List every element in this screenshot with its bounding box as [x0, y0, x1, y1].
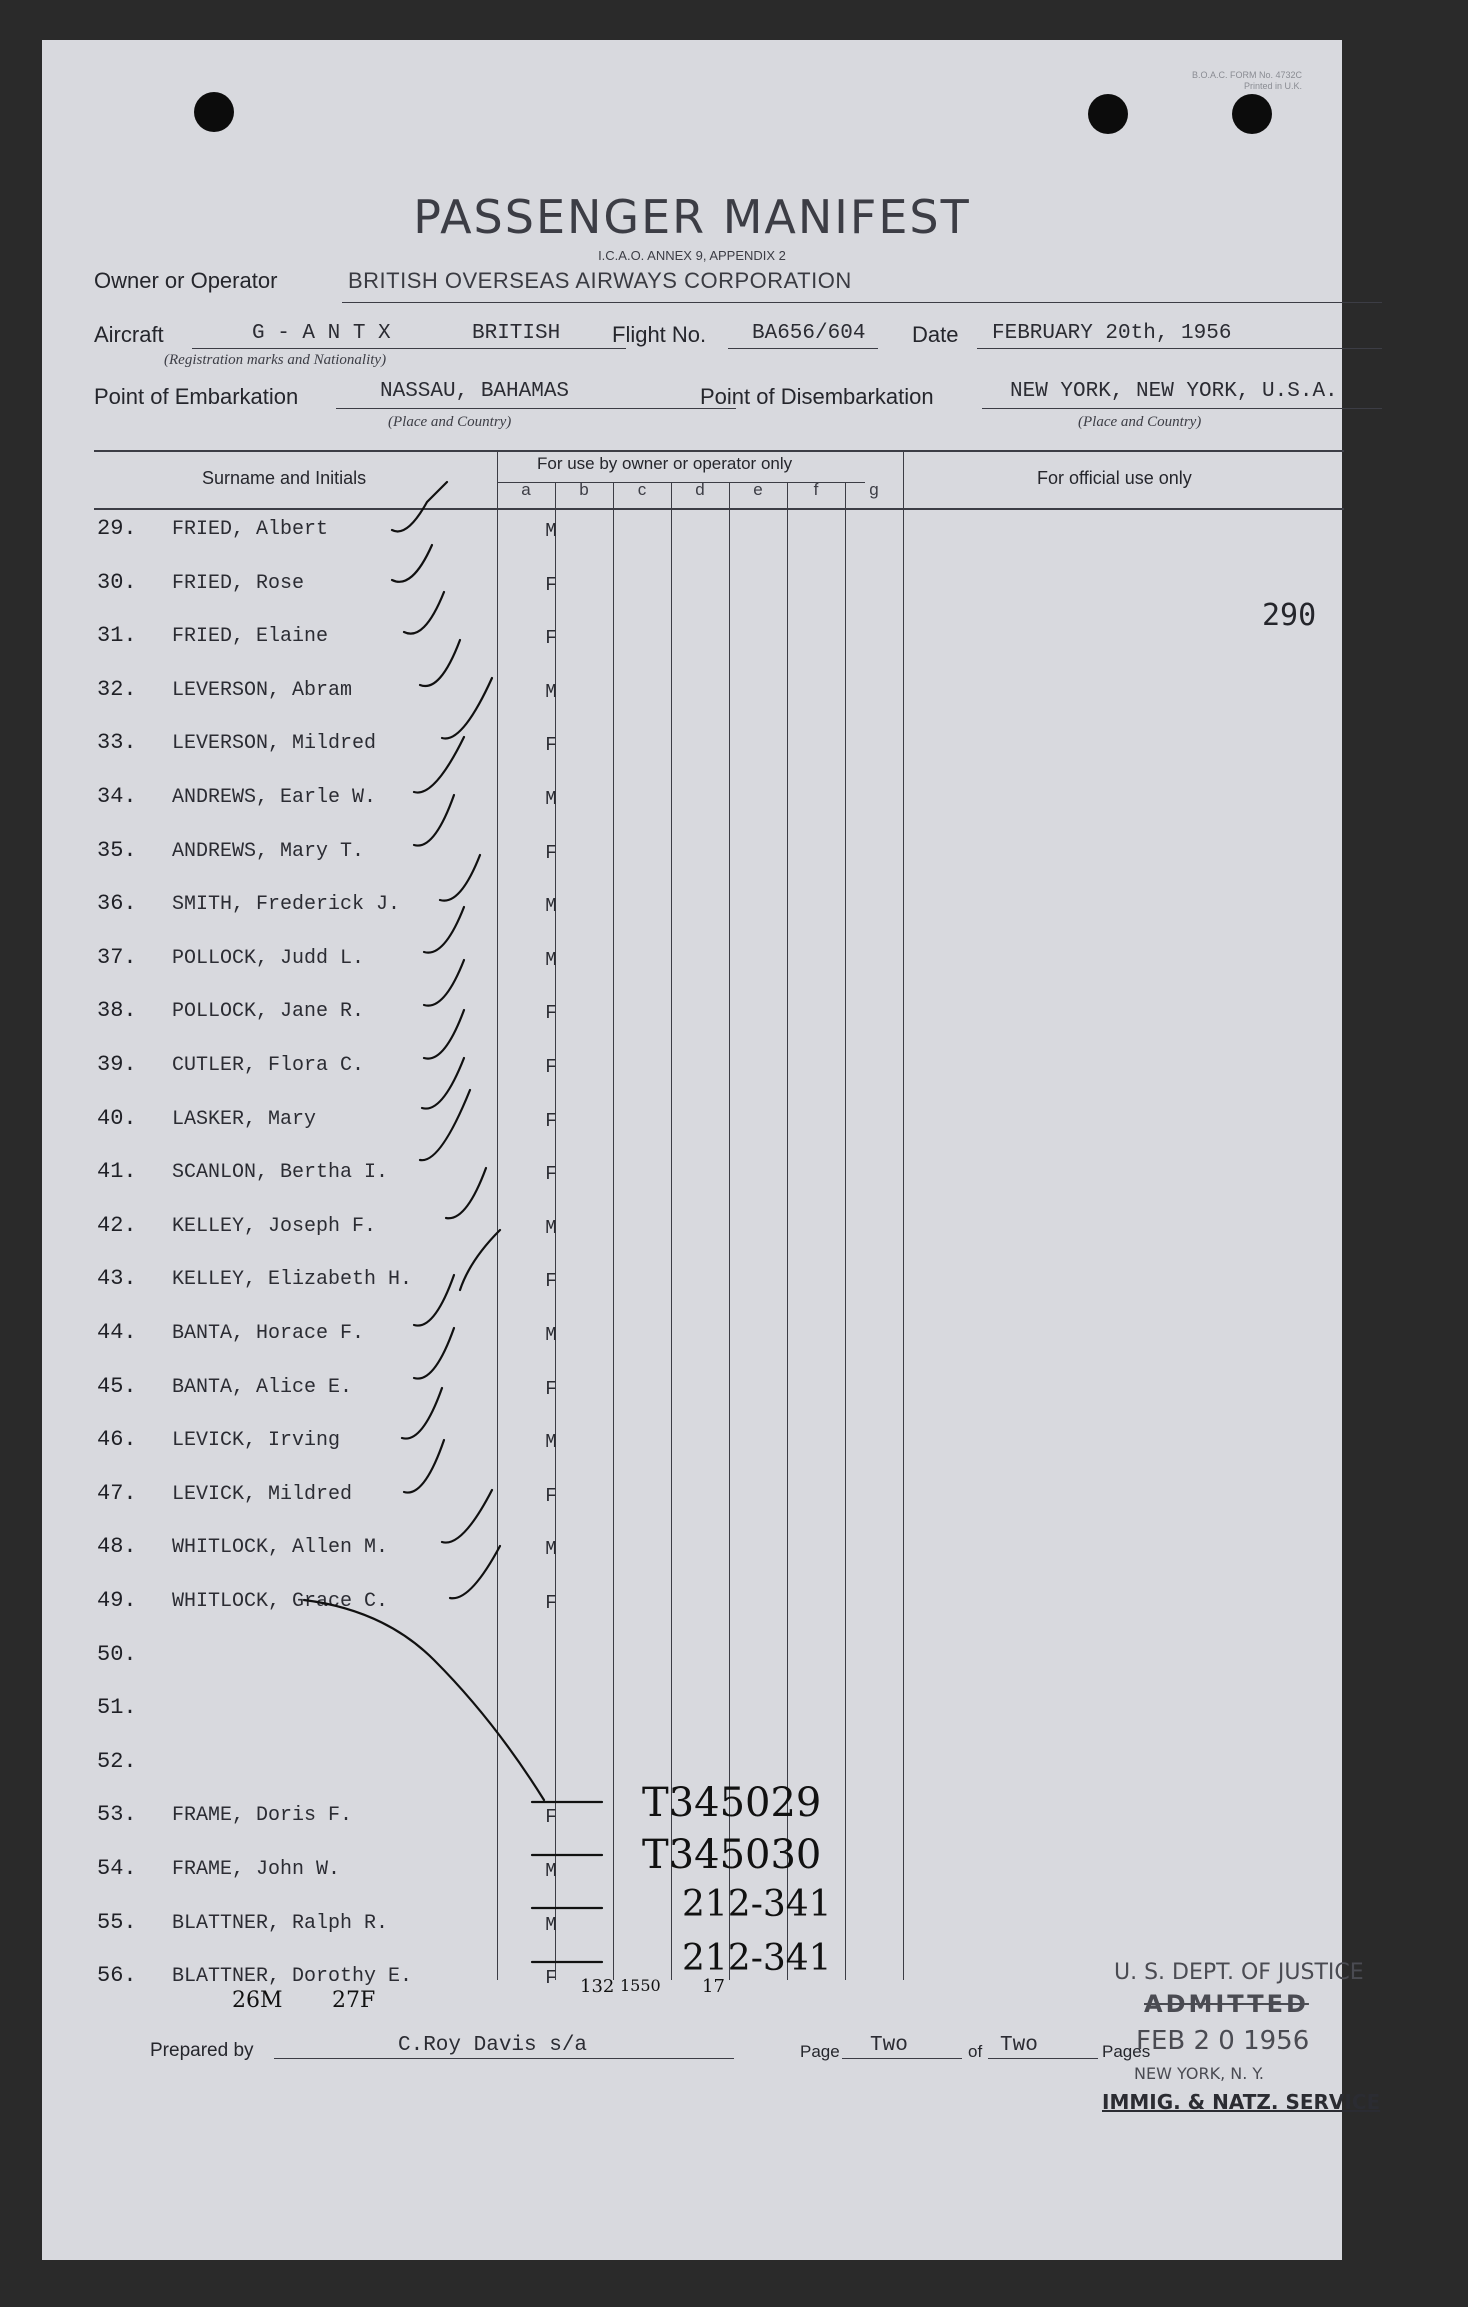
- tick-42: [446, 1168, 486, 1218]
- passenger-name: LEVICK, Mildred: [172, 1483, 353, 1506]
- passenger-sex: M: [545, 895, 557, 917]
- embark-label: Point of Embarkation: [94, 384, 299, 409]
- page-value: Two: [870, 2034, 908, 2057]
- passenger-name: SMITH, Frederick J.: [172, 893, 401, 916]
- passenger-sex: F: [545, 1592, 557, 1614]
- passenger-name: BANTA, Horace F.: [172, 1322, 365, 1345]
- row-number: 50.: [97, 1642, 137, 1667]
- handwritten-55: 212-341: [682, 1884, 832, 1925]
- surname-header: Surname and Initials: [202, 468, 367, 488]
- disembark-note: (Place and Country): [1078, 414, 1202, 430]
- row-number: 32.: [97, 677, 137, 702]
- passenger-sex: F: [545, 1002, 557, 1024]
- passenger-sex: F: [545, 1056, 557, 1078]
- passenger-name: BLATTNER, Dorothy E.: [172, 1965, 413, 1988]
- page-underline: [842, 2058, 962, 2059]
- row-number: 51.: [97, 1695, 137, 1720]
- passenger-sex: F: [545, 734, 557, 756]
- passenger-name: KELLEY, Elizabeth H.: [172, 1268, 413, 1291]
- row-number: 36.: [97, 891, 137, 916]
- row-number: 33.: [97, 730, 137, 755]
- official-number: 290: [1262, 598, 1317, 633]
- form-number-text: B.O.A.C. FORM No. 4732C: [1191, 70, 1302, 80]
- page-label: Page: [800, 2042, 840, 2061]
- passenger-sex: F: [545, 1378, 557, 1400]
- passenger-sex: M: [545, 1431, 557, 1453]
- printed-in-text: Printed in U.K.: [1243, 81, 1302, 91]
- passenger-name: KELLEY, Joseph F.: [172, 1215, 377, 1238]
- passenger-sex: M: [545, 1324, 557, 1346]
- col-letter-b: b: [579, 480, 589, 499]
- embark-value: NASSAU, BAHAMAS: [380, 380, 570, 403]
- tick-46: [402, 1388, 442, 1439]
- passenger-sex: F: [545, 627, 557, 649]
- owner-value: BRITISH OVERSEAS AIRWAYS CORPORATION: [348, 268, 852, 293]
- row-number: 56.: [97, 1963, 137, 1988]
- row-number: 42.: [97, 1213, 137, 1238]
- handwritten-54: T345030: [642, 1832, 822, 1878]
- passenger-name: ANDREWS, Mary T.: [172, 840, 365, 863]
- handwritten-53: T345029: [642, 1780, 822, 1826]
- tick-48: [442, 1490, 492, 1543]
- passenger-sex: M: [545, 1914, 557, 1936]
- pages-label: Pages: [1102, 2042, 1151, 2061]
- row-number: 34.: [97, 784, 137, 809]
- passenger-sex: M: [545, 1538, 557, 1560]
- page-subtitle: I.C.A.O. ANNEX 9, APPENDIX 2: [598, 248, 786, 263]
- official-use-header: For official use only: [1037, 468, 1192, 488]
- date-value: FEBRUARY 20th, 1956: [992, 322, 1232, 345]
- passenger-name: FRIED, Elaine: [172, 625, 329, 648]
- tick-34: [414, 737, 464, 793]
- stamp-line-4: NEW YORK, N. Y.: [1134, 2064, 1265, 2083]
- passenger-name: POLLOCK, Judd L.: [172, 947, 365, 970]
- passenger-sex: M: [545, 681, 557, 703]
- embark-note: (Place and Country): [388, 414, 512, 430]
- passenger-sex: F: [545, 842, 557, 864]
- row-number: 31.: [97, 623, 137, 648]
- col-letter-g: g: [869, 480, 879, 499]
- row-number: 53.: [97, 1802, 137, 1827]
- passenger-name: LEVERSON, Mildred: [172, 732, 377, 755]
- row-number: 44.: [97, 1320, 137, 1345]
- handwritten-56: 212-341: [682, 1938, 832, 1979]
- stamp-line-1: U. S. DEPT. OF JUSTICE: [1114, 1960, 1364, 1985]
- stamp-line-2: ADMITTED: [1144, 1990, 1309, 2018]
- tick-43: [460, 1230, 500, 1290]
- row-number: 55.: [97, 1910, 137, 1935]
- tick-30: [392, 545, 432, 582]
- tick-38: [424, 960, 464, 1006]
- flight-label: Flight No.: [612, 322, 707, 347]
- row-number: 37.: [97, 945, 137, 970]
- manifest-sheet: [42, 40, 1381, 2260]
- aircraft-value: G - A N T X: [252, 322, 391, 345]
- passenger-name: FRAME, John W.: [172, 1858, 341, 1881]
- col-letter-a: a: [521, 480, 531, 499]
- arrow-line: [304, 1600, 544, 1800]
- page-title: PASSENGER MANIFEST: [413, 190, 971, 244]
- stamp-line-5: IMMIG. & NATZ. SERVICE: [1102, 2090, 1381, 2114]
- row-number: 45.: [97, 1374, 137, 1399]
- row-number: 41.: [97, 1159, 137, 1184]
- tick-49: [450, 1546, 500, 1598]
- tick-31: [404, 592, 444, 634]
- passenger-name: LEVERSON, Abram: [172, 679, 353, 702]
- passenger-sex: F: [545, 1163, 557, 1185]
- total-males: 26M: [232, 1988, 283, 2013]
- row-number: 49.: [97, 1588, 137, 1613]
- prepared-label: Prepared by: [150, 2040, 254, 2061]
- of-value: Two: [1000, 2034, 1038, 2057]
- row-number: 54.: [97, 1856, 137, 1881]
- of-underline: [988, 2058, 1098, 2059]
- total-c: 1550: [620, 1976, 661, 1995]
- passenger-name: CUTLER, Flora C.: [172, 1054, 365, 1077]
- passenger-name: BANTA, Alice E.: [172, 1376, 353, 1399]
- stamp-line-3: FEB 2 0 1956: [1136, 2026, 1310, 2056]
- col-letter-d: d: [695, 480, 705, 499]
- total-females: 27F: [332, 1988, 376, 2013]
- passenger-name: FRIED, Albert: [172, 518, 329, 541]
- passenger-sex: M: [545, 1860, 557, 1882]
- passenger-name: WHITLOCK, Grace C.: [172, 1590, 389, 1613]
- check-marks: [42, 40, 1342, 2260]
- row-number: 38.: [97, 998, 137, 1023]
- tick-40: [422, 1058, 464, 1109]
- row-number: 48.: [97, 1534, 137, 1559]
- tick-37: [424, 907, 464, 953]
- row-number: 30.: [97, 570, 137, 595]
- col-letter-c: c: [637, 480, 647, 499]
- row-number: 43.: [97, 1266, 137, 1291]
- passenger-sex: F: [545, 1270, 557, 1292]
- passenger-name: POLLOCK, Jane R.: [172, 1000, 365, 1023]
- passenger-sex: M: [545, 520, 557, 542]
- passenger-sex: F: [545, 1806, 557, 1828]
- of-label: of: [968, 2042, 983, 2061]
- disembark-label: Point of Disembarkation: [700, 384, 934, 409]
- passenger-sex: M: [545, 788, 557, 810]
- passenger-sex: F: [545, 1967, 557, 1989]
- passenger-name: WHITLOCK, Allen M.: [172, 1536, 389, 1559]
- passenger-sex: F: [545, 1110, 557, 1132]
- passenger-name: FRAME, Doris F.: [172, 1804, 353, 1827]
- passenger-name: ANDREWS, Earle W.: [172, 786, 377, 809]
- row-number: 47.: [97, 1481, 137, 1506]
- tick-33: [442, 678, 492, 739]
- tick-39: [424, 1010, 464, 1059]
- tick-47: [404, 1440, 444, 1493]
- prepared-underline: [274, 2058, 734, 2059]
- passenger-name: FRIED, Rose: [172, 572, 305, 595]
- col-letter-e: e: [753, 480, 763, 499]
- aircraft-nationality: BRITISH: [472, 322, 561, 345]
- tick-32: [420, 640, 460, 686]
- aircraft-label: Aircraft: [94, 322, 164, 347]
- passenger-name: SCANLON, Bertha I.: [172, 1161, 389, 1184]
- flight-value: BA656/604: [752, 322, 866, 345]
- row-number: 29.: [97, 516, 137, 541]
- date-label: Date: [912, 322, 959, 347]
- total-b: 132: [580, 1976, 615, 1997]
- tick-45: [414, 1328, 454, 1379]
- row-number: 40.: [97, 1106, 137, 1131]
- disembark-value: NEW YORK, NEW YORK, U.S.A.: [1010, 380, 1338, 403]
- total-d: 17: [702, 1976, 725, 1997]
- passenger-sex: M: [545, 1217, 557, 1239]
- tick-36: [440, 855, 480, 901]
- passenger-name: LASKER, Mary: [172, 1108, 317, 1131]
- passenger-name: LEVICK, Irving: [172, 1429, 341, 1452]
- passenger-sex: F: [545, 574, 557, 596]
- passenger-sex: M: [545, 949, 557, 971]
- passenger-name: BLATTNER, Ralph R.: [172, 1912, 389, 1935]
- tick-41: [420, 1090, 470, 1160]
- row-number: 35.: [97, 838, 137, 863]
- passenger-sex: F: [545, 1485, 557, 1507]
- row-number: 52.: [97, 1749, 137, 1774]
- aircraft-note: (Registration marks and Nationality): [164, 352, 387, 368]
- owner-label: Owner or Operator: [94, 268, 278, 293]
- tick-35: [414, 795, 454, 846]
- prepared-value: C.Roy Davis s/a: [398, 2034, 588, 2057]
- owner-use-header: For use by owner or operator only: [537, 454, 793, 473]
- row-number: 39.: [97, 1052, 137, 1077]
- row-number: 46.: [97, 1427, 137, 1452]
- tick-29: [392, 482, 447, 531]
- tick-44: [414, 1275, 454, 1326]
- col-letter-f: f: [813, 480, 819, 499]
